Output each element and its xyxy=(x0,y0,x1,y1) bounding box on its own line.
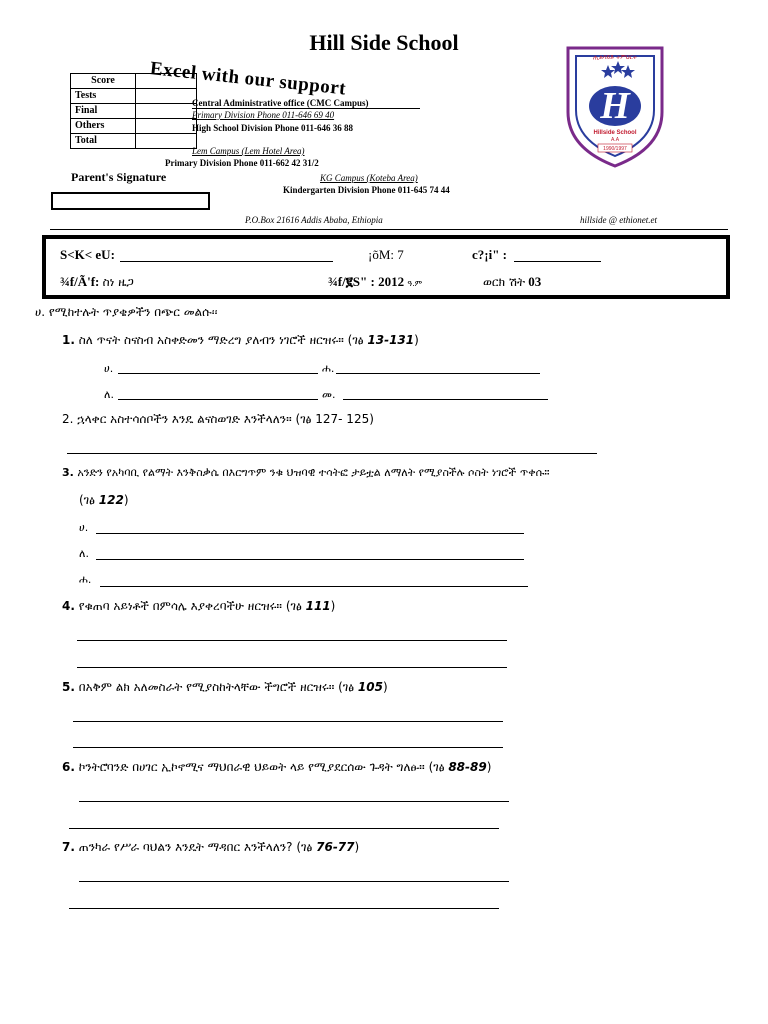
q3-option-label: ሐ. xyxy=(79,573,92,586)
question-4: 4. የቁጠባ አይነቶች በምሳሌ እያቀረባችሁ ዘርዝሩ። (ገፅ 111) xyxy=(62,599,336,613)
po-box: P.O.Box 21616 Addis Ababa, Ethiopia xyxy=(245,215,383,225)
svg-text:1990/1997: 1990/1997 xyxy=(603,146,627,152)
q1-answer-line[interactable] xyxy=(118,399,318,400)
parent-signature-box[interactable] xyxy=(51,192,210,210)
q3-answer-line[interactable] xyxy=(96,559,524,560)
score-table xyxy=(70,73,197,149)
q7-answer-line[interactable] xyxy=(69,908,499,909)
q3-answer-line[interactable] xyxy=(100,586,528,587)
central-office: Central Administrative office (CMC Campus) xyxy=(192,97,420,109)
score-row xyxy=(71,89,197,104)
tests-value[interactable] xyxy=(136,89,197,104)
question-1: 1. ስለ ጥናት ስናስብ አስቀድመን ማድረግ ያለብን ነገሮች ዘርዝሩ። (ገፅ 13-131) xyxy=(62,333,419,347)
email: hillside @ ethionet.et xyxy=(580,215,658,225)
subject-label: ¾f/Ã'f: ስነ ዜጋ xyxy=(60,274,134,289)
name-label: S<K< eU: xyxy=(60,247,115,262)
q5-answer-line[interactable] xyxy=(73,747,503,748)
q4-answer-line[interactable] xyxy=(77,640,507,641)
tests-label: Tests xyxy=(71,89,136,104)
lem-campus: Lem Campus (Lem Hotel Area) xyxy=(192,146,305,156)
header-divider xyxy=(50,229,728,230)
primary-lem-phone: Primary Division Phone 011-662 42 31/2 xyxy=(165,158,319,168)
question-3: 3. አንድን የአካባቢ የልማት እንቅስቃሴ በእርግጥም ንቁ ህዝባዊ ተሳትፎ ታይቷል ለማለት የሚያስችሉ ሶስት ነገሮች ጥቀሱ። xyxy=(62,466,550,479)
q6-answer-line[interactable] xyxy=(79,801,509,802)
svg-text:H: H xyxy=(600,85,630,127)
section-label: c?¡i" : xyxy=(472,247,508,262)
school-tagline: Excel with our support xyxy=(148,58,348,100)
question-5: 5. በአቅም ልክ አለመስራት የሚያስከትላቸው ችግሮች ዘርዝሩ። (ገፅ 105) xyxy=(62,680,388,694)
kindergarten-phone: Kindergarten Division Phone 011-645 74 44 xyxy=(283,185,450,195)
year-label: ¾f/፪S" : 2012 ዓ.ም xyxy=(328,274,423,289)
school-name: Hill Side School xyxy=(309,30,459,55)
parent-signature-label: Parent's Signature xyxy=(71,170,167,184)
q3-answer-line[interactable] xyxy=(96,533,524,534)
final-value[interactable] xyxy=(136,104,197,119)
final-label: Final xyxy=(71,104,136,119)
others-value[interactable] xyxy=(136,119,197,134)
question-7: 7. ጠንካራ የሥራ ባህልን እንዴት ማዳበር እንችላለን? (ገፅ 76-77) xyxy=(62,840,360,854)
q7-answer-line[interactable] xyxy=(79,881,509,882)
section-field[interactable] xyxy=(514,261,601,262)
q1-option-label: ለ. xyxy=(104,388,114,401)
q1-answer-line[interactable] xyxy=(336,373,540,374)
q1-option-label: መ. xyxy=(322,388,336,401)
school-logo xyxy=(560,40,670,170)
svg-text:A.A: A.A xyxy=(610,137,620,143)
q3-option-label: ሀ. xyxy=(79,521,89,534)
question-3-page: (ገፅ 122) xyxy=(79,493,129,507)
grade-label: ¡õM: 7 xyxy=(368,247,404,262)
kg-campus: KG Campus (Koteba Area) xyxy=(320,173,418,183)
q4-answer-line[interactable] xyxy=(77,667,507,668)
q2-answer-line[interactable] xyxy=(67,453,597,454)
q1-answer-line[interactable] xyxy=(343,399,548,400)
score-row xyxy=(71,119,197,134)
q1-answer-line[interactable] xyxy=(118,373,318,374)
week-label: ወርክ ሽት 03 xyxy=(483,274,542,289)
q1-option-label: ሐ. xyxy=(322,362,335,375)
q6-answer-line[interactable] xyxy=(69,828,499,829)
instructions: ሀ. የሚከተሉት ጥያቄዎችን በጭር መልሱ፡፡ xyxy=(35,305,218,319)
name-field[interactable] xyxy=(120,261,333,262)
score-header: Score xyxy=(71,74,136,89)
q1-option-label: ሀ. xyxy=(104,362,114,375)
others-label: Others xyxy=(71,119,136,134)
question-6: 6. ኮንትሮባንድ በሀገር ኢኮኖሚና ማህበራዊ ህይወት ላይ የሚያደርሰው ጉዳት ግለፁ። (ገፅ 88-89) xyxy=(62,760,492,774)
question-2: 2. ኋላቀር አስተሳሰቦችን እንዴ ልናስወገድ እንችላለን። (ገፅ 127- 125) xyxy=(62,412,374,426)
q5-answer-line[interactable] xyxy=(73,721,503,722)
svg-text:Hillside School: Hillside School xyxy=(593,130,637,136)
score-row xyxy=(71,74,197,89)
total-label: Total xyxy=(71,134,136,149)
high-school-phone: High School Division Phone 011-646 36 88 xyxy=(192,123,354,133)
total-value[interactable] xyxy=(136,134,197,149)
score-row xyxy=(71,134,197,149)
score-row xyxy=(71,104,197,119)
q3-option-label: ለ. xyxy=(79,547,89,560)
svg-text:ሒልሳይድ ትምህርት: ሒልሳይድ ትምህርት xyxy=(592,54,638,61)
primary-cmc-phone: Primary Division Phone 011-646 69 40 xyxy=(192,110,335,120)
